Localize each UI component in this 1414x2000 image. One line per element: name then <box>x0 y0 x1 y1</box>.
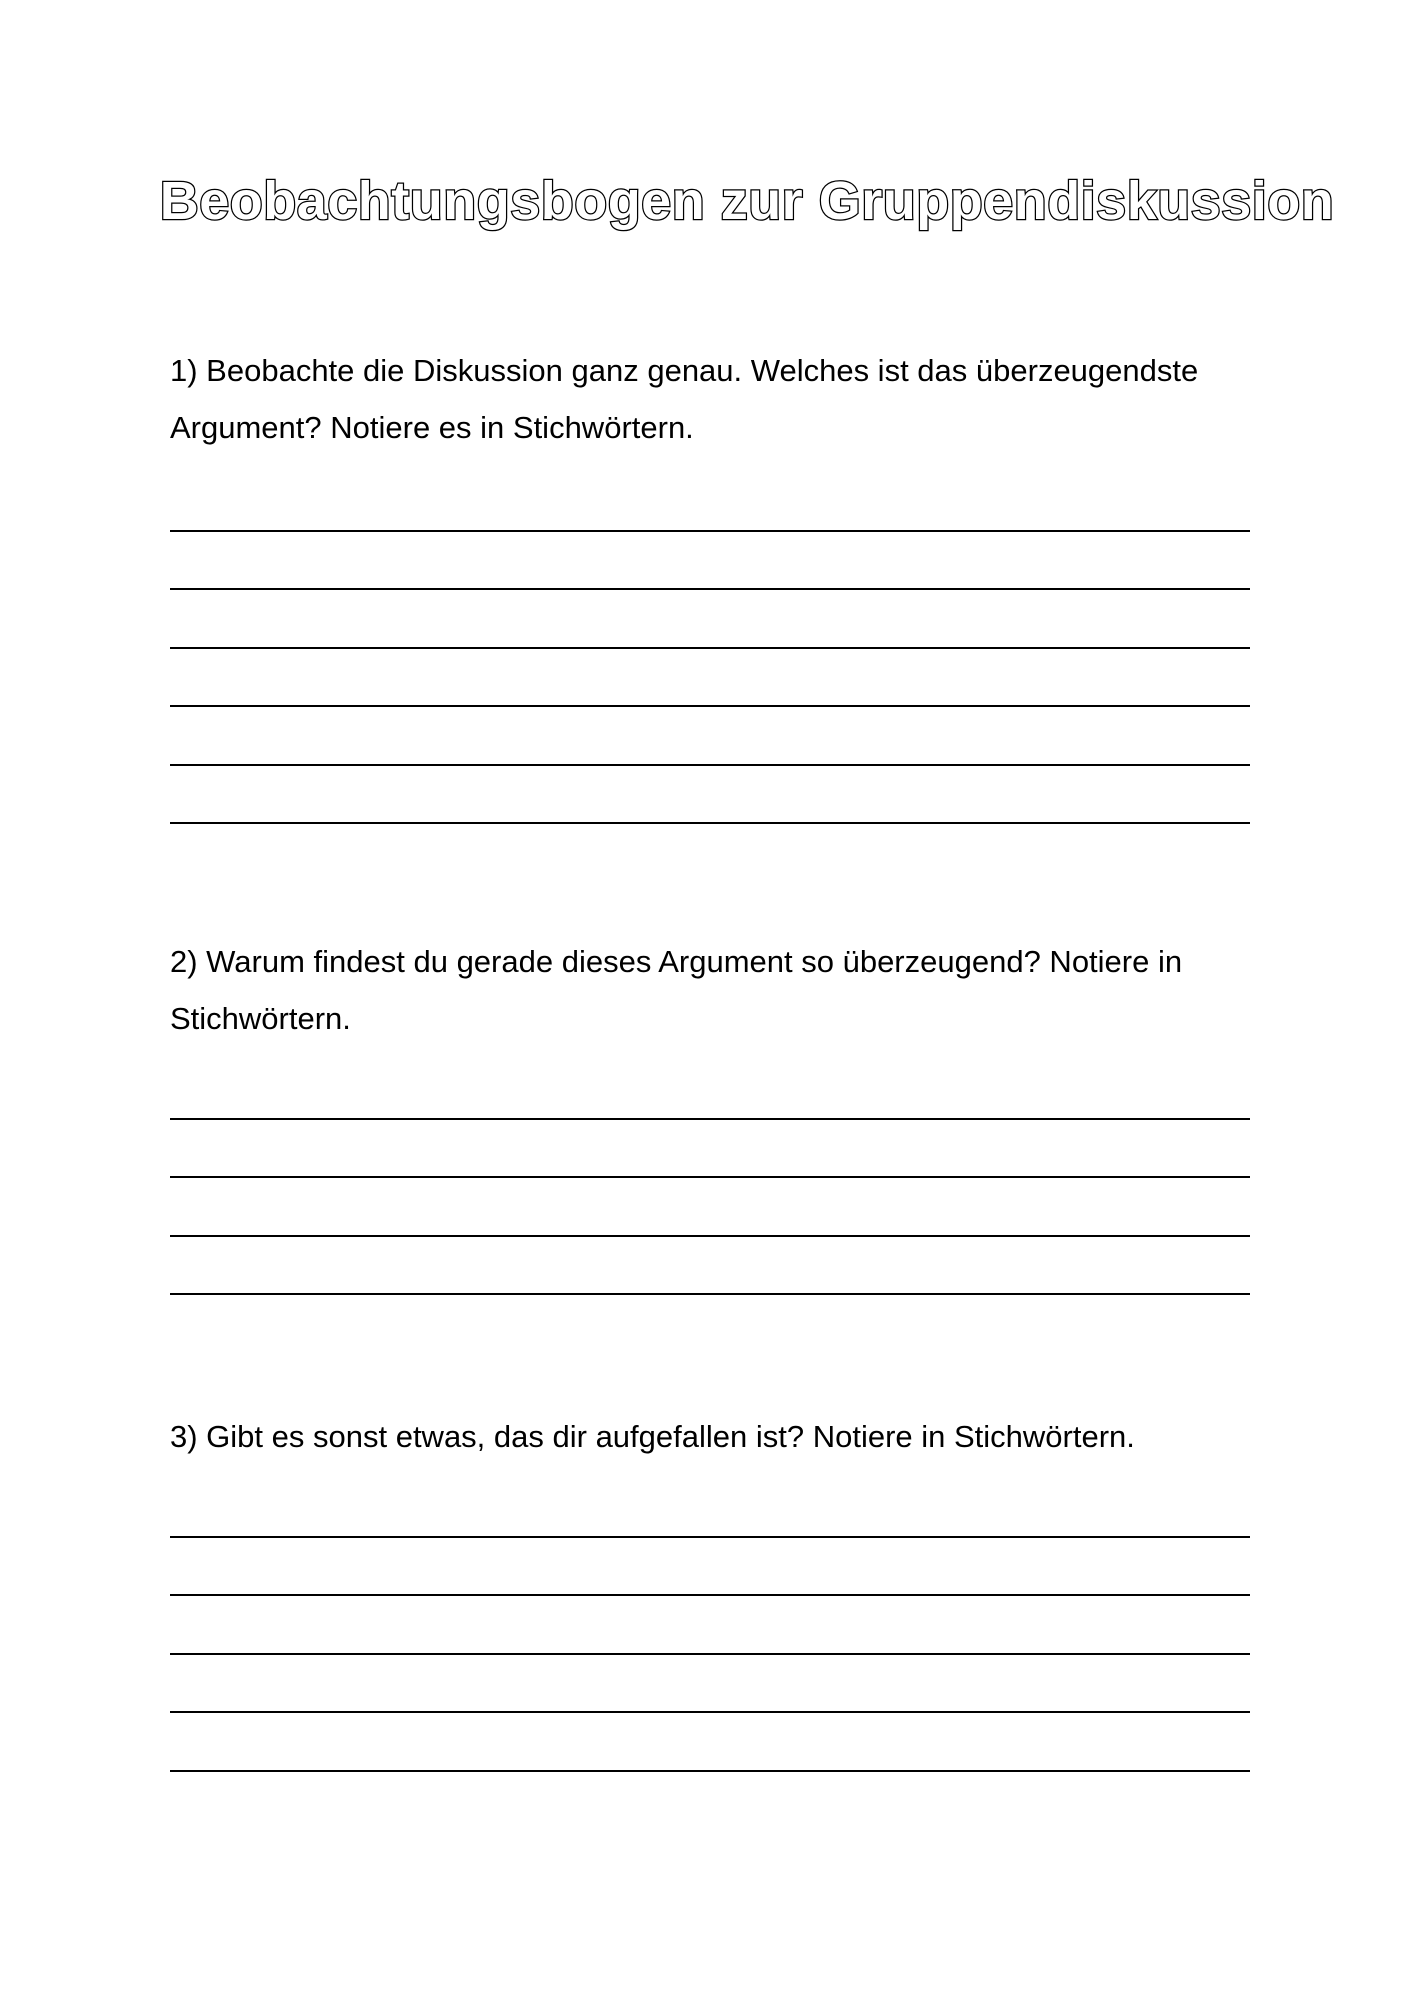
answer-line[interactable] <box>170 1538 1250 1597</box>
answer-line[interactable] <box>170 649 1250 708</box>
answer-line[interactable] <box>170 707 1250 766</box>
answer-area-1 <box>170 473 1250 824</box>
answer-line[interactable] <box>170 590 1250 649</box>
answer-area-3 <box>170 1479 1250 1772</box>
question-3: 3) Gibt es sonst etwas, das dir aufgefallen ist? Notiere in Stichwörtern. <box>170 1419 1135 1454</box>
answer-line[interactable] <box>170 1713 1250 1772</box>
answer-line[interactable] <box>170 1655 1250 1714</box>
question-2: 2) Warum findest du gerade dieses Argument so überzeugend? Notiere in Stichwörtern. <box>170 944 1183 1036</box>
question-1: 1) Beobachte die Diskussion ganz genau. Welches ist das überzeugendste Argument? Notiere es in Stichwörtern. <box>170 353 1199 445</box>
answer-line[interactable] <box>170 1061 1250 1120</box>
answer-line[interactable] <box>170 532 1250 591</box>
answer-area-2 <box>170 1061 1250 1295</box>
answer-line[interactable] <box>170 1596 1250 1655</box>
answer-line[interactable] <box>170 1120 1250 1179</box>
answer-line[interactable] <box>170 1178 1250 1237</box>
answer-line[interactable] <box>170 473 1250 532</box>
answer-line[interactable] <box>170 1479 1250 1538</box>
page-title: Beobachtungsbogen zur Gruppendiskussion <box>159 171 1335 231</box>
answer-line[interactable] <box>170 766 1250 825</box>
answer-line[interactable] <box>170 1237 1250 1296</box>
